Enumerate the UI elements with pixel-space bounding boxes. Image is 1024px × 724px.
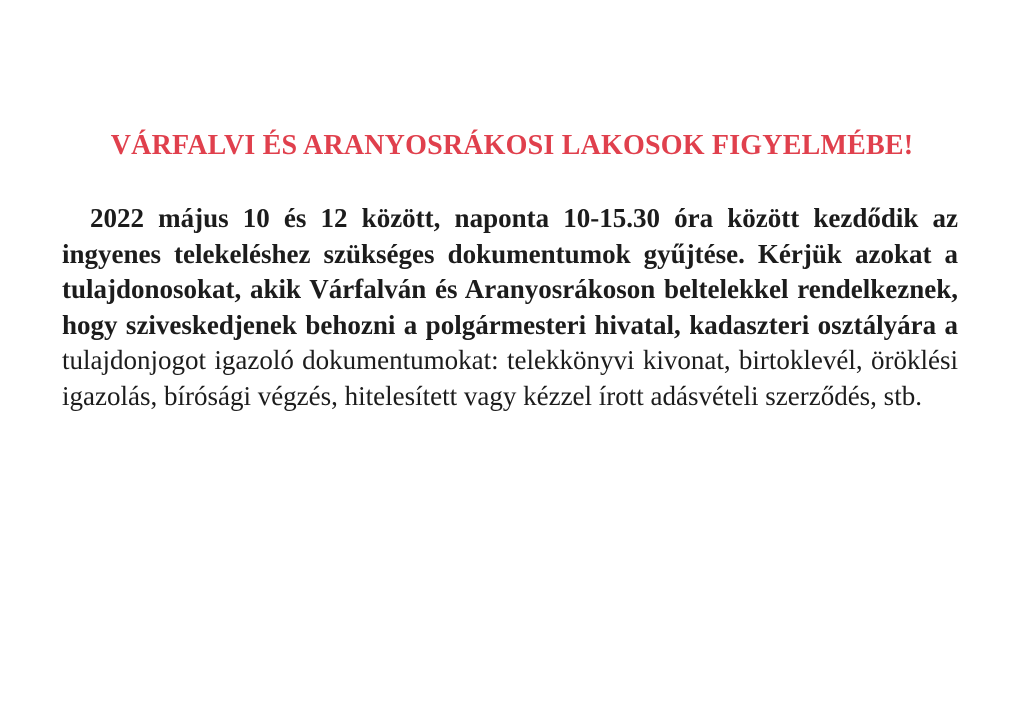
notice-paragraph: [62, 201, 958, 414]
notice-paragraph-regular: tulajdonjogot igazoló dokumentumokat: telekkönyvi kivonat, birtoklevél, öröklési igazolás, bírósági végzés, hitelesített vagy kézzel írott adásvételi szerződés, stb.: [62, 345, 958, 411]
notice-title: VÁRFALVI ÉS ARANYOSRÁKOSI LAKOSOK FIGYELMÉBE!: [110, 130, 914, 161]
notice-paragraph-bold: 2022 május 10 és 12 között, naponta 10-15.30 óra között kezdődik az ingyenes telekeléshez szükséges dokumentumok gyűjtése. Kérjük azokat a tulajdonosokat, akik Várfalván és Aranyosrákoson beltelekkel rendelkeznek, hogy sziveskedjenek behozni a polgármesteri hivatal, kadaszteri osztályára a: [62, 203, 958, 340]
